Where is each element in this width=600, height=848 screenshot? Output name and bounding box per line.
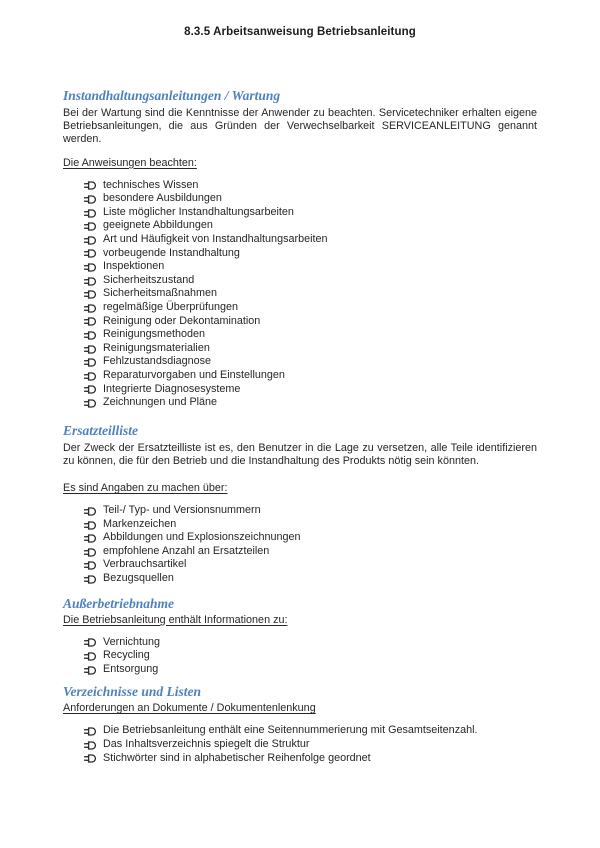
list-item-label: Integrierte Diagnosesysteme xyxy=(103,382,241,395)
bullet-list xyxy=(63,179,537,410)
list-item xyxy=(84,247,537,261)
list-item xyxy=(84,260,537,274)
list-item-label: Abbildungen und Explosionszeichnungen xyxy=(103,531,301,544)
bullet-list xyxy=(63,636,537,677)
list-item-label: Inspektionen xyxy=(103,260,165,273)
list-item xyxy=(84,738,537,752)
list-item-label: empfohlene Anzahl an Ersatzteilen xyxy=(103,544,270,557)
list-item xyxy=(84,179,537,193)
list-item xyxy=(84,192,537,206)
list-item-label: besondere Ausbildungen xyxy=(103,192,222,205)
section-paragraph: Bei der Wartung sind die Kenntnisse der Anwender zu beachten. Servicetechniker erhalten eigene Betriebsanleitungen, die aus Gründen der Verwechselbarkeit SERVICEANLEITUNG genannt werden. xyxy=(63,107,537,146)
list-item xyxy=(84,383,537,397)
list-item xyxy=(84,545,537,559)
list-item xyxy=(84,233,537,247)
list-item-label: Markenzeichen xyxy=(103,517,177,530)
list-item-label: Reinigungsmethoden xyxy=(103,328,206,341)
list-item xyxy=(84,518,537,532)
d-arrow-bullet-icon xyxy=(84,195,97,204)
d-arrow-bullet-icon xyxy=(84,741,97,750)
section-ausserbetriebnahme xyxy=(63,596,537,677)
list-item-label: Reparaturvorgaben und Einstellungen xyxy=(103,368,285,381)
list-item xyxy=(84,636,537,650)
section-heading: Verzeichnisse und Listen xyxy=(63,684,202,700)
list-item xyxy=(84,504,537,518)
list-item-label: Stichwörter sind in alphabetischer Reihenfolge geordnet xyxy=(103,751,371,764)
list-item xyxy=(84,287,537,301)
list-intro: Die Anweisungen beachten: xyxy=(63,156,197,169)
d-arrow-bullet-icon xyxy=(84,385,97,394)
d-arrow-bullet-icon xyxy=(84,209,97,218)
d-arrow-bullet-icon xyxy=(84,372,97,381)
section-heading: Ersatzteilliste xyxy=(63,422,139,438)
list-item xyxy=(84,752,537,766)
list-item-label: Sicherheitsmaßnahmen xyxy=(103,287,218,300)
list-item xyxy=(84,315,537,329)
list-item xyxy=(84,396,537,410)
list-intro: Die Betriebsanleitung enthält Informationen zu: xyxy=(63,613,288,626)
bullet-list xyxy=(63,724,537,765)
list-item-label: Teil-/ Typ- und Versionsnummern xyxy=(103,504,261,517)
list-item-label: Verbrauchsartikel xyxy=(103,558,187,571)
list-item xyxy=(84,558,537,572)
d-arrow-bullet-icon xyxy=(84,652,97,661)
list-item xyxy=(84,274,537,288)
list-item-label: Reinigungsmaterialien xyxy=(103,341,210,354)
list-item-label: Liste möglicher Instandhaltungsarbeiten xyxy=(103,205,294,218)
list-item-label: geeignete Abbildungen xyxy=(103,219,213,232)
list-item-label: Recycling xyxy=(103,649,150,662)
d-arrow-bullet-icon xyxy=(84,345,97,354)
d-arrow-bullet-icon xyxy=(84,290,97,299)
section-heading: Instandhaltungsanleitungen / Wartung xyxy=(63,88,281,103)
d-arrow-bullet-icon xyxy=(84,263,97,272)
d-arrow-bullet-icon xyxy=(84,638,97,647)
section-verzeichnisse xyxy=(63,684,537,765)
d-arrow-bullet-icon xyxy=(84,666,97,675)
list-item xyxy=(84,301,537,315)
d-arrow-bullet-icon xyxy=(84,331,97,340)
d-arrow-bullet-icon xyxy=(84,222,97,231)
list-item-label: Sicherheitszustand xyxy=(103,273,195,286)
list-item xyxy=(84,355,537,369)
list-item-label: Reinigung oder Dekontamination xyxy=(103,314,261,327)
list-item xyxy=(84,663,537,677)
list-intro: Anforderungen an Dokumente / Dokumentenlenkung xyxy=(63,702,316,715)
d-arrow-bullet-icon xyxy=(84,277,97,286)
d-arrow-bullet-icon xyxy=(84,358,97,367)
list-item-label: technisches Wissen xyxy=(103,178,199,191)
list-item xyxy=(84,649,537,663)
list-item-label: vorbeugende Instandhaltung xyxy=(103,246,240,259)
d-arrow-bullet-icon xyxy=(84,304,97,313)
list-item-label: Zeichnungen und Pläne xyxy=(103,396,218,409)
list-item-label: Bezugsquellen xyxy=(103,572,174,585)
list-item-label: Fehlzustandsdiagnose xyxy=(103,355,212,368)
d-arrow-bullet-icon xyxy=(84,507,97,516)
d-arrow-bullet-icon xyxy=(84,548,97,557)
d-arrow-bullet-icon xyxy=(84,181,97,190)
list-item xyxy=(84,206,537,220)
list-item xyxy=(84,531,537,545)
page-title: 8.3.5 Arbeitsanweisung Betriebsanleitung xyxy=(184,26,416,38)
d-arrow-bullet-icon xyxy=(84,575,97,584)
section-ersatzteilliste xyxy=(63,423,537,586)
section-wartung xyxy=(63,88,537,410)
list-item-label: regelmäßige Überprüfungen xyxy=(103,300,239,313)
d-arrow-bullet-icon xyxy=(84,534,97,543)
list-item-label: Art und Häufigkeit von Instandhaltungsarbeiten xyxy=(103,232,328,245)
d-arrow-bullet-icon xyxy=(84,317,97,326)
list-item-label: Vernichtung xyxy=(103,635,161,648)
list-item xyxy=(84,572,537,586)
d-arrow-bullet-icon xyxy=(84,521,97,530)
list-item xyxy=(84,724,537,738)
list-item xyxy=(84,328,537,342)
d-arrow-bullet-icon xyxy=(84,561,97,570)
list-item xyxy=(84,219,537,233)
list-item-label: Entsorgung xyxy=(103,662,159,675)
section-heading: Außerbetriebnahme xyxy=(63,595,175,611)
list-intro: Es sind Angaben zu machen über: xyxy=(63,482,228,495)
bullet-list xyxy=(63,504,537,586)
d-arrow-bullet-icon xyxy=(84,236,97,245)
list-item xyxy=(84,342,537,356)
d-arrow-bullet-icon xyxy=(84,754,97,763)
list-item-label: Die Betriebsanleitung enthält eine Seitennummerierung mit Gesamtseitenzahl. xyxy=(103,724,478,737)
d-arrow-bullet-icon xyxy=(84,399,97,408)
list-item xyxy=(84,369,537,383)
d-arrow-bullet-icon xyxy=(84,727,97,736)
d-arrow-bullet-icon xyxy=(84,249,97,258)
list-item-label: Das Inhaltsverzeichnis spiegelt die Struktur xyxy=(103,738,310,751)
section-paragraph: Der Zweck der Ersatzteilliste ist es, den Benutzer in die Lage zu versetzen, alle Teile identifizieren zu können, die für den Betrieb und die Instandhaltung des Produkts nötig sein könnten. xyxy=(63,441,537,467)
